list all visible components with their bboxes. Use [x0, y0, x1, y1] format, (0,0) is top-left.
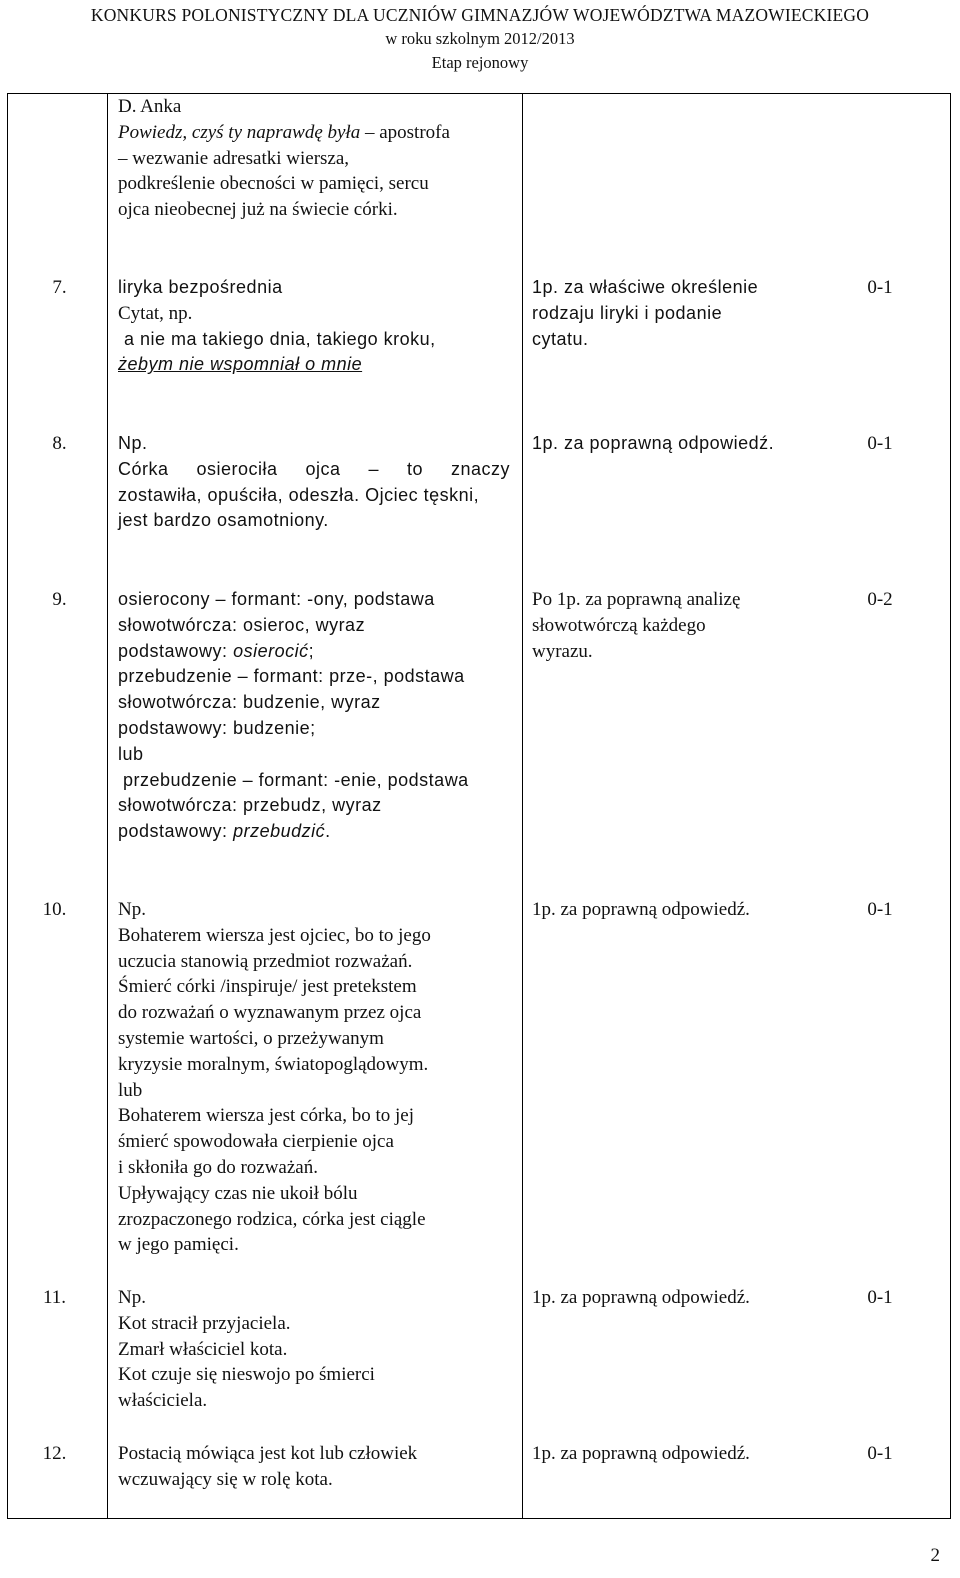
row-9-crit3: wyrazu. — [532, 640, 593, 662]
row-10-line: uczucia stanowią przedmiot rozważań. — [118, 950, 413, 972]
row-8-line4: jest bardzo osamotniony. — [118, 510, 329, 531]
row-7-criteria — [532, 275, 822, 352]
row-10-line: Np. — [118, 899, 146, 920]
row-d-line1-rest: – apostrofa — [360, 121, 450, 143]
school-year: w roku szkolnym 2012/2013 — [385, 29, 575, 48]
row-d-line3: podkreślenie obecności w pamięci, sercu — [118, 173, 429, 195]
row-8-line2: Córka osierociła ojca – to znaczy — [118, 458, 510, 479]
row-10-number: 10. — [42, 899, 67, 920]
row-9-line2: słowotwórcza: osieroc, wyraz — [118, 614, 366, 635]
criteria-column-divider — [522, 93, 523, 1519]
row-10-line: śmierć spowodowała cierpienie ojca — [118, 1131, 394, 1153]
row-9-line3-a: podstawowy: — [118, 640, 234, 661]
row-12-line: Postacią mówiąca jest kot lub człowiek — [118, 1443, 418, 1464]
row-11-line: właściciela. — [118, 1390, 208, 1412]
row-d-line4: ojca nieobecnej już na świecie córki. — [118, 199, 398, 221]
table-right-border — [950, 93, 951, 1519]
row-d-line2: – wezwanie adresatki wiersza, — [118, 147, 350, 169]
row-9-criteria — [532, 587, 822, 664]
row-7-points: 0-1 — [867, 277, 893, 298]
row-10-line: zrozpaczonego rodzica, córka jest ciągle — [118, 1208, 426, 1230]
row-9-line10 — [118, 819, 516, 845]
row-10-line: kryzysie moralnym, światopoglądowym. — [118, 1053, 429, 1075]
row-d-line1 — [118, 120, 516, 146]
row-9-answer — [118, 587, 516, 845]
row-8-criteria: 1p. za poprawną odpowiedź. — [532, 433, 775, 453]
row-10-line: Bohaterem wiersza jest córka, bo to jej — [118, 1105, 414, 1127]
row-11-line: Kot czuje się nieswojo po śmierci — [118, 1364, 375, 1386]
row-10-line: systemie wartości, o przeżywanym — [118, 1027, 384, 1049]
row-12-number: 12. — [42, 1443, 67, 1464]
stage-label: Etap rejonowy — [431, 53, 529, 72]
row-10-line: Bohaterem wiersza jest ojciec, bo to jego — [118, 924, 431, 946]
row-9-line10-b: przebudzić — [233, 821, 326, 842]
row-7-line2: Cytat, np. — [118, 302, 193, 324]
row-10-line: lub — [118, 1079, 143, 1101]
table-bottom-border — [7, 1518, 951, 1519]
row-11-line: Kot stracił przyjaciela. — [118, 1312, 291, 1334]
row-8-line1: Np. — [118, 433, 148, 453]
row-9-line10-a: podstawowy: — [118, 821, 234, 842]
row-10-criteria: 1p. za poprawną odpowiedź. — [532, 899, 750, 920]
row-9-line3-b: osierocić — [233, 640, 309, 661]
row-11-criteria: 1p. za poprawną odpowiedź. — [532, 1287, 750, 1308]
row-9-number: 9. — [52, 589, 67, 610]
row-d-quote: Powiedz, czyś ty naprawdę była — [118, 121, 361, 143]
row-7-crit2: rodzaju liryki i podanie — [532, 302, 723, 323]
row-9-points: 0-2 — [867, 589, 893, 610]
row-8-number: 8. — [52, 433, 67, 454]
row-9-line3-c: ; — [308, 640, 315, 661]
row-10-answer — [118, 897, 516, 1258]
row-d-answer — [118, 94, 516, 223]
row-10-line: do rozważań o wyznawanym przez ojca — [118, 1002, 422, 1024]
row-7-line4: żebym nie wspomniał o mnie — [118, 354, 363, 375]
row-9-line9: słowotwórcza: przebudz, wyraz — [118, 795, 382, 816]
contest-title: KONKURS POLONISTYCZNY DLA UCZNIÓW GIMNAZJÓW WOJEWÓDZTWA MAZOWIECKIEGO — [90, 5, 870, 25]
row-12-points: 0-1 — [867, 1443, 893, 1464]
row-9-line1: osierocony – formant: -ony, podstawa — [118, 589, 435, 609]
row-12-line: wczuwający się w rolę kota. — [118, 1468, 333, 1490]
row-8-answer — [118, 431, 510, 534]
row-7-crit3: cytatu. — [532, 328, 589, 349]
row-11-line: Np. — [118, 1287, 146, 1308]
row-10-line: Śmierć córki /inspiruje/ jest pretekstem — [118, 976, 417, 998]
row-7-line1: liryka bezpośrednia — [118, 277, 283, 297]
row-9-line3 — [118, 639, 516, 665]
row-8-line3: zostawiła, opuściła, odeszła. Ojciec tęskni, — [118, 484, 480, 505]
row-8-points: 0-1 — [867, 433, 893, 454]
row-9-line4: przebudzenie – formant: prze-, podstawa — [118, 666, 465, 687]
row-9-line6: podstawowy: budzenie; — [118, 717, 316, 738]
row-11-answer — [118, 1285, 516, 1414]
answer-column-divider — [107, 93, 108, 1519]
row-12-answer — [118, 1441, 516, 1493]
row-11-points: 0-1 — [867, 1287, 893, 1308]
row-12-criteria: 1p. za poprawną odpowiedź. — [532, 1443, 750, 1464]
row-10-line: i skłoniła go do rozważań. — [118, 1156, 318, 1178]
row-9-crit2: słowotwórczą każdego — [532, 614, 706, 636]
row-9-line10-c: . — [325, 821, 331, 842]
row-11-number: 11. — [42, 1287, 67, 1308]
row-7-answer — [118, 275, 516, 378]
row-7-number: 7. — [52, 277, 67, 298]
row-7-line3: a nie ma takiego dnia, takiego kroku, — [124, 328, 436, 349]
page-number: 2 — [930, 1545, 940, 1566]
row-9-crit1: Po 1p. za poprawną analizę — [532, 589, 741, 610]
row-9-line5: słowotwórcza: budzenie, wyraz — [118, 692, 381, 713]
row-11-line: Zmarł właściciel kota. — [118, 1338, 288, 1360]
row-10-points: 0-1 — [867, 899, 893, 920]
row-10-line: Upływający czas nie ukoił bólu — [118, 1182, 358, 1204]
row-9-line8: przebudzenie – formant: -enie, podstawa — [123, 769, 469, 790]
row-7-crit1: 1p. za właściwe określenie — [532, 277, 759, 297]
row-9-line7: lub — [118, 743, 144, 764]
row-d-label: D. Anka — [118, 96, 182, 117]
row-10-line: w jego pamięci. — [118, 1234, 239, 1256]
